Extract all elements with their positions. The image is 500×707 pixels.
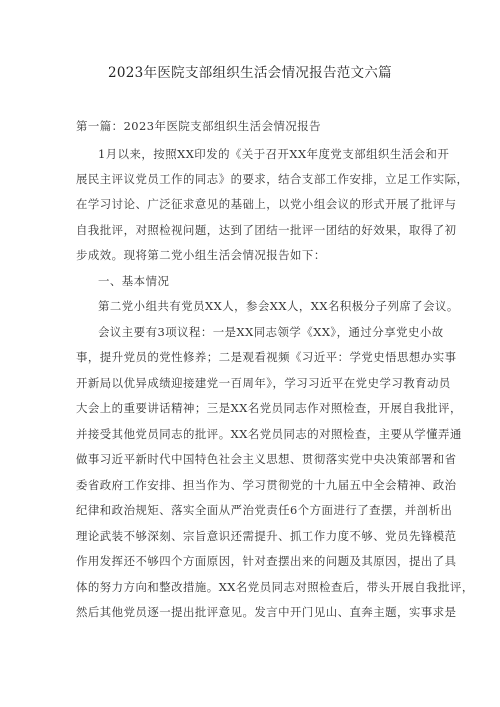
paragraph-line: 理论武装不够深刻、宗旨意识还需提升、抓工作力度不够、党员先锋模范	[76, 529, 457, 543]
paragraph-line: 大会上的重要讲话精神；三是XX名党员同志作对照检查，开展自我批评，	[76, 401, 462, 415]
paragraph-line: 第二党小组共有党员XX人，参会XX人，XX名积极分子列席了会议。	[98, 299, 459, 313]
paragraph-line: 委省政府工作安排、担当作为、学习贯彻党的十九届五中全会精神、政治	[76, 478, 457, 492]
paragraph-line: 展民主评议党员工作的同志》的要求，结合支部工作安排，立足工作实际，	[76, 172, 469, 186]
document-title: 2023年医院支部组织生活会情况报告范文六篇	[108, 65, 392, 81]
paragraph-line: 步成效。现将第二党小组生活会情况报告如下：	[76, 248, 326, 262]
paragraph-line: 1月以来，按照XX印发的《关于召开XX年度党支部组织生活会和开	[98, 147, 450, 161]
paragraph-line: 体的努力方向和整改措施。XX名党员同志对照检查后，带头开展自我批评，	[76, 580, 474, 594]
paragraph-line: 会议主要有3项议程：一是XX同志领学《XX》，通过分享党史小故	[98, 325, 444, 339]
subsection-heading: 一、基本情况	[98, 274, 170, 288]
paragraph-line: 在学习讨论、广泛征求意见的基础上，以党小组会议的形式开展了批评与	[76, 197, 457, 211]
paragraph-line: 做事习近平新时代中国特色社会主义思想、贯彻落实党中央决策部署和省	[76, 452, 457, 466]
paragraph-line: 纪律和政治规矩、落实全面从严治党责任6个方面进行了查摆，并剖析出	[76, 503, 453, 517]
paragraph-line: 事，提升党员的党性修养；二是观看视频《习近平：学党史悟思想办实事	[76, 350, 457, 364]
paragraph-line: 开新局以优异成绩迎接建党一百周年》，学习习近平在党史学习教育动员	[76, 376, 451, 390]
paragraph-line: 并接受其他党员同志的批评。XX名党员同志的对照检查，主要从学懂弄通	[76, 427, 462, 441]
paragraph-line: 作用发挥还不够四个方面原因，针对查摆出来的问题及其原因，提出了具	[76, 554, 457, 568]
section-heading: 第一篇：2023年医院支部组织生活会情况报告	[76, 119, 322, 133]
paragraph-line: 然后其他党员逐一提出批评意见。发言中开门见山、直奔主题，实事求是	[76, 605, 457, 619]
paragraph-line: 自我批评，对照检视问题，达到了团结一批评一团结的好效果，取得了初	[76, 223, 457, 237]
